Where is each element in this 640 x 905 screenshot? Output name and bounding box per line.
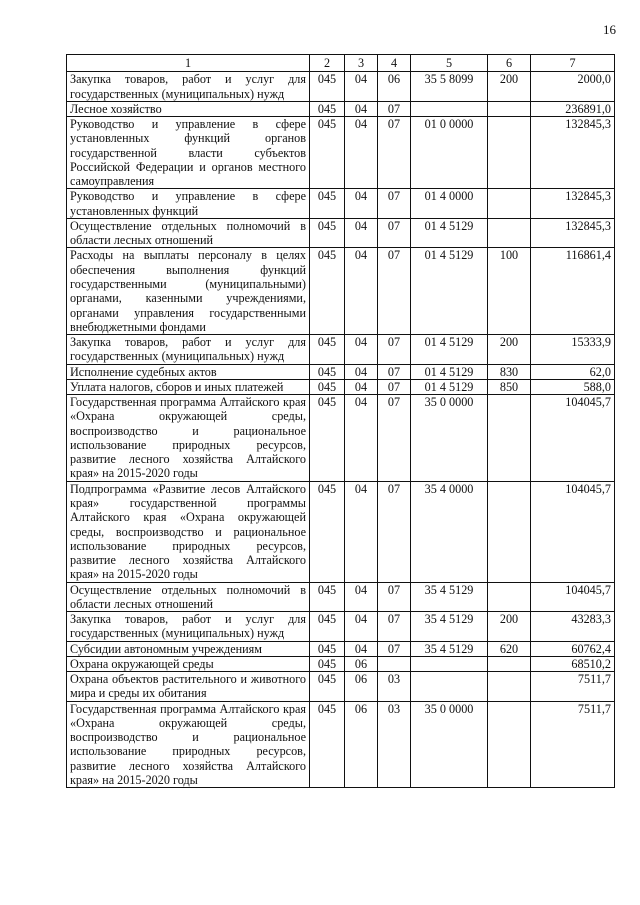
row-target-article-cell (411, 656, 488, 671)
table-row (67, 481, 615, 582)
header-cell: 2 (310, 55, 345, 72)
row-expense-type-cell (488, 582, 531, 612)
row-subsection-cell: 07 (378, 189, 411, 219)
row-section-cell: 04 (345, 612, 378, 642)
row-amount-cell: 236891,0 (531, 101, 615, 116)
row-code-cell: 045 (310, 672, 345, 702)
row-target-article-cell: 35 4 5129 (411, 641, 488, 656)
row-section-cell: 04 (345, 101, 378, 116)
row-expense-type-cell: 100 (488, 248, 531, 335)
row-name-cell: Руководство и управление в сфере установленных функций (67, 189, 310, 219)
table-row (67, 218, 615, 248)
row-amount-cell: 588,0 (531, 379, 615, 394)
row-amount-cell: 7511,7 (531, 672, 615, 702)
row-name-cell: Лесное хозяйство (67, 101, 310, 116)
row-expense-type-cell (488, 672, 531, 702)
table-row (67, 656, 615, 671)
row-target-article-cell: 35 4 0000 (411, 481, 488, 582)
row-section-cell: 04 (345, 641, 378, 656)
row-target-article-cell (411, 672, 488, 702)
row-code-cell: 045 (310, 641, 345, 656)
row-section-cell: 04 (345, 335, 378, 365)
row-code-cell: 045 (310, 72, 345, 102)
row-subsection-cell: 07 (378, 612, 411, 642)
row-code-cell: 045 (310, 248, 345, 335)
row-expense-type-cell (488, 656, 531, 671)
row-amount-cell: 2000,0 (531, 72, 615, 102)
table-row (67, 612, 615, 642)
row-target-article-cell: 01 0 0000 (411, 117, 488, 189)
row-code-cell: 045 (310, 701, 345, 788)
row-code-cell: 045 (310, 395, 345, 482)
budget-table (66, 54, 615, 788)
row-name-cell: Исполнение судебных актов (67, 364, 310, 379)
row-amount-cell: 104045,7 (531, 481, 615, 582)
row-expense-type-cell (488, 101, 531, 116)
row-code-cell: 045 (310, 582, 345, 612)
row-amount-cell: 62,0 (531, 364, 615, 379)
row-subsection-cell: 07 (378, 117, 411, 189)
row-code-cell: 045 (310, 364, 345, 379)
row-code-cell: 045 (310, 101, 345, 116)
row-name-cell: Осуществление отдельных полномочий в области лесных отношений (67, 582, 310, 612)
row-code-cell: 045 (310, 335, 345, 365)
row-name-cell: Осуществление отдельных полномочий в области лесных отношений (67, 218, 310, 248)
row-name-cell: Закупка товаров, работ и услуг для государственных (муниципальных) нужд (67, 612, 310, 642)
row-section-cell: 06 (345, 656, 378, 671)
row-section-cell: 04 (345, 117, 378, 189)
row-target-article-cell: 01 4 5129 (411, 379, 488, 394)
row-subsection-cell: 07 (378, 481, 411, 582)
row-amount-cell: 116861,4 (531, 248, 615, 335)
row-subsection-cell: 07 (378, 395, 411, 482)
row-section-cell: 04 (345, 395, 378, 482)
row-expense-type-cell (488, 395, 531, 482)
header-cell: 7 (531, 55, 615, 72)
row-section-cell: 04 (345, 364, 378, 379)
row-code-cell: 045 (310, 117, 345, 189)
row-code-cell: 045 (310, 612, 345, 642)
row-subsection-cell: 03 (378, 701, 411, 788)
row-subsection-cell: 07 (378, 582, 411, 612)
row-subsection-cell: 07 (378, 379, 411, 394)
row-code-cell: 045 (310, 218, 345, 248)
header-cell: 3 (345, 55, 378, 72)
table-row (67, 101, 615, 116)
row-amount-cell: 132845,3 (531, 218, 615, 248)
row-amount-cell: 68510,2 (531, 656, 615, 671)
row-amount-cell: 132845,3 (531, 189, 615, 219)
row-subsection-cell: 06 (378, 72, 411, 102)
row-expense-type-cell: 830 (488, 364, 531, 379)
row-target-article-cell: 01 4 5129 (411, 218, 488, 248)
row-target-article-cell: 01 4 5129 (411, 248, 488, 335)
row-name-cell: Подпрограмма «Развитие лесов Алтайского края» государственной программы Алтайского края «Охрана окружающей среды, воспроизводство и рациональное использование природных ресурсов, развитие лесного хозяйства Алтайского края» на 2015-2020 годы (67, 481, 310, 582)
row-target-article-cell: 35 0 0000 (411, 395, 488, 482)
row-section-cell: 06 (345, 672, 378, 702)
row-name-cell: Охрана объектов растительного и животного мира и среды их обитания (67, 672, 310, 702)
table-row (67, 72, 615, 102)
table-row (67, 641, 615, 656)
row-expense-type-cell: 200 (488, 72, 531, 102)
table-row (67, 582, 615, 612)
row-section-cell: 04 (345, 379, 378, 394)
row-name-cell: Охрана окружающей среды (67, 656, 310, 671)
row-expense-type-cell: 200 (488, 335, 531, 365)
header-cell: 4 (378, 55, 411, 72)
row-name-cell: Расходы на выплаты персоналу в целях обеспечения выполнения функций государственными (муниципальными) органами, казенными учреждениями, органами управления государственными внебюджетными фондами (67, 248, 310, 335)
row-name-cell: Закупка товаров, работ и услуг для государственных (муниципальных) нужд (67, 72, 310, 102)
row-name-cell: Государственная программа Алтайского края «Охрана окружающей среды, воспроизводство и рациональное использование природных ресурсов, развитие лесного хозяйства Алтайского края» на 2015-2020 годы (67, 395, 310, 482)
row-expense-type-cell (488, 218, 531, 248)
row-section-cell: 04 (345, 248, 378, 335)
row-amount-cell: 132845,3 (531, 117, 615, 189)
row-amount-cell: 43283,3 (531, 612, 615, 642)
table-row (67, 335, 615, 365)
row-expense-type-cell (488, 189, 531, 219)
row-target-article-cell: 01 4 0000 (411, 189, 488, 219)
table-header-row (67, 55, 615, 72)
row-amount-cell: 15333,9 (531, 335, 615, 365)
row-section-cell: 04 (345, 582, 378, 612)
row-name-cell: Руководство и управление в сфере установленных функций органов государственной власти субъектов Российской Федерации и органов местного самоуправления (67, 117, 310, 189)
table-row (67, 248, 615, 335)
row-section-cell: 06 (345, 701, 378, 788)
row-subsection-cell: 07 (378, 248, 411, 335)
row-subsection-cell: 07 (378, 101, 411, 116)
row-expense-type-cell (488, 481, 531, 582)
row-expense-type-cell (488, 117, 531, 189)
table-row (67, 189, 615, 219)
row-subsection-cell: 07 (378, 335, 411, 365)
table-row (67, 379, 615, 394)
header-cell: 1 (67, 55, 310, 72)
row-subsection-cell: 03 (378, 672, 411, 702)
row-target-article-cell: 01 4 5129 (411, 335, 488, 365)
row-target-article-cell: 35 5 8099 (411, 72, 488, 102)
table-body (67, 72, 615, 788)
row-code-cell: 045 (310, 379, 345, 394)
row-section-cell: 04 (345, 481, 378, 582)
row-name-cell: Государственная программа Алтайского края «Охрана окружающей среды, воспроизводство и рациональное использование природных ресурсов, развитие лесного хозяйства Алтайского края» на 2015-2020 годы (67, 701, 310, 788)
row-section-cell: 04 (345, 218, 378, 248)
row-subsection-cell: 07 (378, 218, 411, 248)
row-target-article-cell: 35 0 0000 (411, 701, 488, 788)
row-target-article-cell (411, 101, 488, 116)
row-subsection-cell: 07 (378, 641, 411, 656)
table-row (67, 395, 615, 482)
row-amount-cell: 104045,7 (531, 582, 615, 612)
row-name-cell: Субсидии автономным учреждениям (67, 641, 310, 656)
row-target-article-cell: 01 4 5129 (411, 364, 488, 379)
row-subsection-cell: 07 (378, 364, 411, 379)
row-expense-type-cell: 200 (488, 612, 531, 642)
row-expense-type-cell: 620 (488, 641, 531, 656)
row-amount-cell: 60762,4 (531, 641, 615, 656)
header-cell: 6 (488, 55, 531, 72)
row-target-article-cell: 35 4 5129 (411, 582, 488, 612)
table-row (67, 701, 615, 788)
page-number: 16 (603, 22, 616, 37)
row-section-cell: 04 (345, 72, 378, 102)
row-expense-type-cell (488, 701, 531, 788)
row-amount-cell: 104045,7 (531, 395, 615, 482)
row-amount-cell: 7511,7 (531, 701, 615, 788)
row-subsection-cell (378, 656, 411, 671)
row-code-cell: 045 (310, 656, 345, 671)
row-target-article-cell: 35 4 5129 (411, 612, 488, 642)
row-name-cell: Уплата налогов, сборов и иных платежей (67, 379, 310, 394)
row-code-cell: 045 (310, 481, 345, 582)
row-section-cell: 04 (345, 189, 378, 219)
table-row (67, 117, 615, 189)
table-row (67, 672, 615, 702)
row-name-cell: Закупка товаров, работ и услуг для государственных (муниципальных) нужд (67, 335, 310, 365)
row-code-cell: 045 (310, 189, 345, 219)
header-cell: 5 (411, 55, 488, 72)
table-row (67, 364, 615, 379)
row-expense-type-cell: 850 (488, 379, 531, 394)
